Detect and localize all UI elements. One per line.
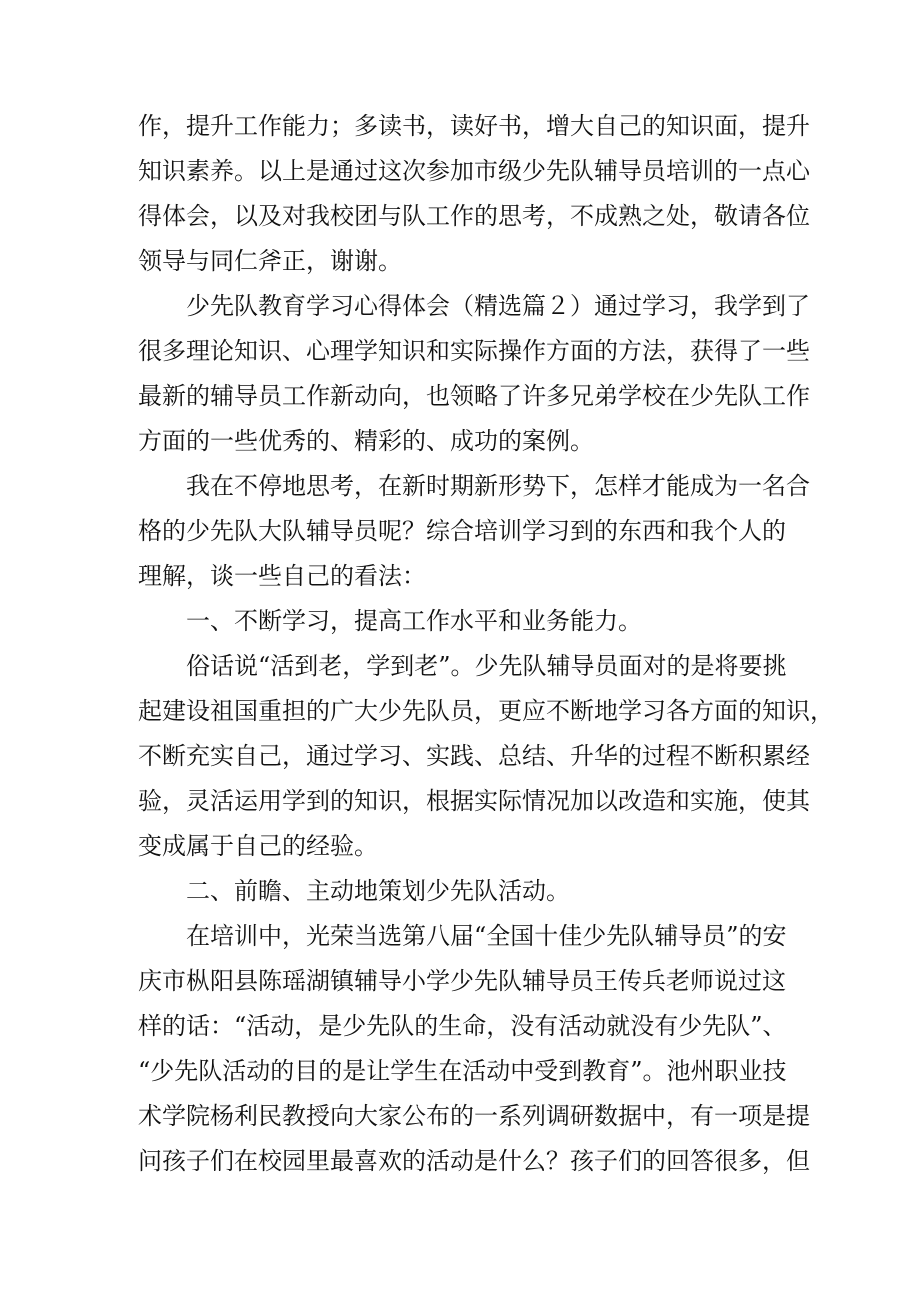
text-line: 变成属于自己的经验。 [138, 832, 378, 860]
paragraph-intro-part2 [138, 284, 810, 464]
text-line: “少先队活动的目的是让学生在活动中受到教育”。池州职业技 [138, 1057, 787, 1085]
text-line: 很多理论知识、心理学知识和实际操作方面的方法，获得了一些 [138, 337, 810, 365]
text-line: 二、前瞻、主动地策划少先队活动。 [186, 877, 570, 905]
text-line: 方面的一些优秀的、精彩的、成功的案例。 [138, 427, 594, 455]
section-heading-2 [138, 869, 786, 914]
paragraph-conclusion [138, 104, 810, 284]
paragraph-lifelong-learning [138, 644, 834, 869]
text-line: 起建设祖国重担的广大少先队员，更应不断地学习各方面的知识， [138, 697, 834, 725]
text-line: 格的少先队大队辅导员呢？综合培训学习到的东西和我个人的 [138, 517, 786, 545]
paragraph-training-example [138, 914, 810, 1184]
text-line: 术学院杨利民教授向大家公布的一系列调研数据中，有一项是提 [138, 1102, 810, 1130]
text-line: 最新的辅导员工作新动向，也领略了许多兄弟学校在少先队工作 [138, 382, 810, 410]
text-line: 不断充实自己，通过学习、实践、总结、升华的过程不断积累经 [138, 742, 810, 770]
text-line: 样的话：“活动，是少先队的生命，没有活动就没有少先队”、 [138, 1012, 787, 1040]
text-line: 一、不断学习，提高工作水平和业务能力。 [186, 607, 642, 635]
text-line: 理解，谈一些自己的看法： [138, 562, 426, 590]
text-line: 作，提升工作能力；多读书，读好书，增大自己的知识面，提升 [138, 112, 810, 140]
text-line: 得体会，以及对我校团与队工作的思考，不成熟之处，敬请各位 [138, 202, 810, 230]
text-line: 领导与同仁斧正，谢谢。 [138, 247, 402, 275]
text-line: 在培训中，光荣当选第八届“全国十佳少先队辅导员”的安 [186, 922, 787, 950]
text-line: 少先队教育学习心得体会（精选篇２）通过学习，我学到了 [186, 292, 810, 320]
text-line: 验，灵活运用学到的知识，根据实际情况加以改造和实施，使其 [138, 787, 810, 815]
text-line: 知识素养。以上是通过这次参加市级少先队辅导员培训的一点心 [138, 157, 810, 185]
text-line: 庆市枞阳县陈瑶湖镇辅导小学少先队辅导员王传兵老师说过这 [138, 967, 786, 995]
text-line: 问孩子们在校园里最喜欢的活动是什么？孩子们的回答很多，但 [138, 1147, 810, 1175]
text-line: 俗话说“活到老，学到老”。少先队辅导员面对的是将要挑 [186, 652, 787, 680]
section-heading-1 [138, 599, 786, 644]
paragraph-thinking [138, 464, 810, 599]
document-page [138, 104, 834, 1184]
text-line: 我在不停地思考，在新时期新形势下，怎样才能成为一名合 [186, 472, 810, 500]
